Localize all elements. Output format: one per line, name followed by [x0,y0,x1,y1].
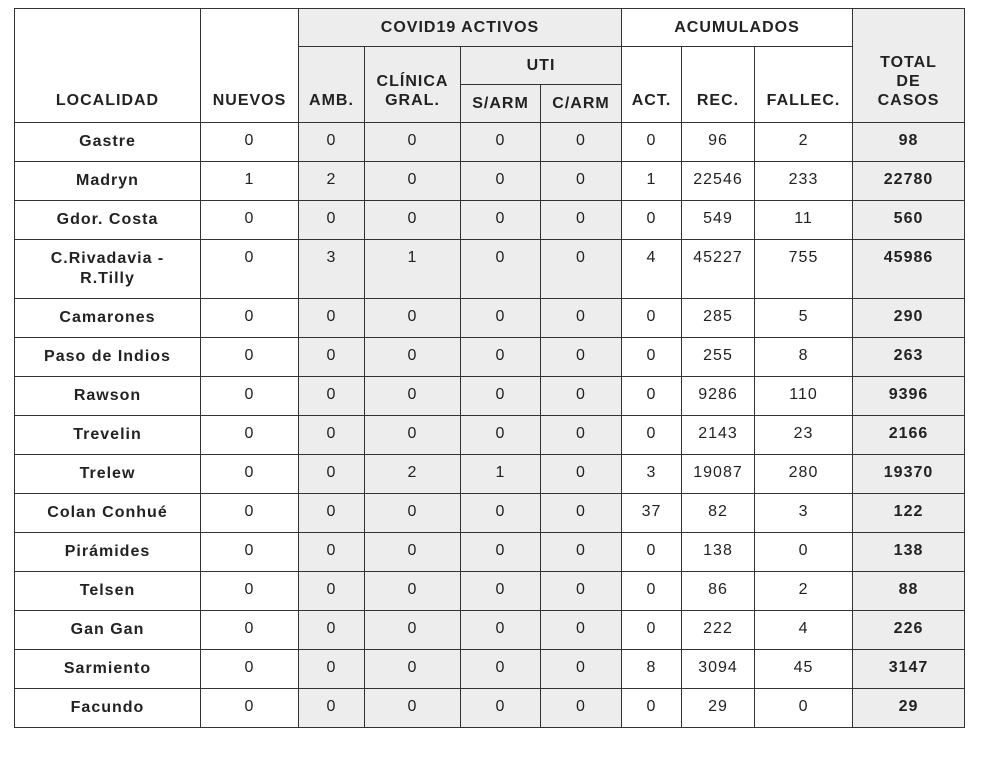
header-uti: UTI [461,47,622,85]
cell-clinica: 0 [365,533,461,572]
cell-s-arm: 0 [461,416,541,455]
cell-act: 0 [622,533,682,572]
cell-clinica: 0 [365,416,461,455]
table-row [15,455,965,494]
cell-clinica: 1 [365,240,461,299]
cell-nuevos: 0 [201,455,299,494]
cell-amb: 0 [299,377,365,416]
cell-amb: 0 [299,572,365,611]
cell-c-arm: 0 [541,123,622,162]
cell-nuevos: 0 [201,240,299,299]
cell-total: 19370 [853,455,965,494]
cell-c-arm: 0 [541,572,622,611]
cell-localidad: C.Rivadavia - R.Tilly [15,240,201,299]
cell-fallec: 45 [755,650,853,689]
cell-total: 263 [853,338,965,377]
cell-s-arm: 0 [461,377,541,416]
cell-c-arm: 0 [541,494,622,533]
cell-s-arm: 0 [461,338,541,377]
table-row [15,123,965,162]
header-c-arm: C/ARM [541,85,622,123]
cell-act: 0 [622,377,682,416]
header-act: ACT. [622,47,682,123]
cell-fallec: 755 [755,240,853,299]
header-total-label: TOTAL DE CASOS [877,54,940,109]
cell-c-arm: 0 [541,416,622,455]
cell-amb: 0 [299,494,365,533]
cell-nuevos: 0 [201,416,299,455]
cell-localidad: Gastre [15,123,201,162]
cell-fallec: 2 [755,572,853,611]
cell-localidad: Trelew [15,455,201,494]
cell-amb: 0 [299,338,365,377]
cell-rec: 96 [682,123,755,162]
cell-amb: 0 [299,123,365,162]
header-covid-activos: COVID19 ACTIVOS [299,9,622,47]
cell-fallec: 11 [755,201,853,240]
cell-localidad: Telsen [15,572,201,611]
cell-fallec: 110 [755,377,853,416]
cell-clinica: 0 [365,338,461,377]
cell-localidad: Sarmiento [15,650,201,689]
table-row [15,240,965,299]
cell-nuevos: 0 [201,611,299,650]
cell-fallec: 0 [755,689,853,728]
cell-amb: 3 [299,240,365,299]
cell-nuevos: 0 [201,572,299,611]
cell-localidad: Madryn [15,162,201,201]
cell-c-arm: 0 [541,533,622,572]
cell-s-arm: 0 [461,689,541,728]
cell-nuevos: 0 [201,338,299,377]
cell-rec: 86 [682,572,755,611]
header-localidad: LOCALIDAD [15,9,201,123]
cell-clinica: 0 [365,689,461,728]
cell-rec: 9286 [682,377,755,416]
cell-nuevos: 0 [201,650,299,689]
cell-total: 3147 [853,650,965,689]
table-body [15,123,965,728]
cell-act: 4 [622,240,682,299]
cell-clinica: 0 [365,611,461,650]
cell-rec: 3094 [682,650,755,689]
cell-s-arm: 0 [461,572,541,611]
cell-c-arm: 0 [541,650,622,689]
cell-act: 0 [622,123,682,162]
cell-nuevos: 0 [201,494,299,533]
cell-clinica: 0 [365,377,461,416]
cell-clinica: 0 [365,299,461,338]
cell-amb: 2 [299,162,365,201]
cell-rec: 29 [682,689,755,728]
cell-amb: 0 [299,689,365,728]
table-row [15,650,965,689]
cell-act: 0 [622,338,682,377]
table-header [15,9,965,123]
cell-act: 1 [622,162,682,201]
covid-cases-table [14,8,965,728]
cell-localidad: Rawson [15,377,201,416]
cell-clinica: 0 [365,572,461,611]
cell-amb: 0 [299,611,365,650]
header-clinica [365,47,461,123]
table-row [15,416,965,455]
cell-clinica: 0 [365,650,461,689]
cell-rec: 19087 [682,455,755,494]
cell-c-arm: 0 [541,299,622,338]
cell-c-arm: 0 [541,240,622,299]
table-row [15,689,965,728]
cell-fallec: 3 [755,494,853,533]
header-nuevos: NUEVOS [201,9,299,123]
cell-nuevos: 0 [201,201,299,240]
cell-c-arm: 0 [541,201,622,240]
cell-act: 37 [622,494,682,533]
cell-rec: 82 [682,494,755,533]
cell-rec: 222 [682,611,755,650]
cell-total: 226 [853,611,965,650]
table-wrapper [14,8,965,728]
cell-amb: 0 [299,416,365,455]
cell-act: 0 [622,572,682,611]
cell-s-arm: 0 [461,299,541,338]
cell-fallec: 8 [755,338,853,377]
cell-total: 98 [853,123,965,162]
cell-clinica: 0 [365,494,461,533]
header-s-arm: S/ARM [461,85,541,123]
cell-act: 0 [622,689,682,728]
table-row [15,299,965,338]
cell-total: 29 [853,689,965,728]
cell-s-arm: 0 [461,162,541,201]
cell-total: 290 [853,299,965,338]
cell-total: 122 [853,494,965,533]
cell-rec: 549 [682,201,755,240]
cell-fallec: 23 [755,416,853,455]
cell-fallec: 4 [755,611,853,650]
cell-total: 2166 [853,416,965,455]
table-row [15,533,965,572]
cell-rec: 2143 [682,416,755,455]
cell-clinica: 2 [365,455,461,494]
header-rec: REC. [682,47,755,123]
cell-rec: 285 [682,299,755,338]
cell-nuevos: 0 [201,689,299,728]
cell-act: 8 [622,650,682,689]
cell-clinica: 0 [365,201,461,240]
cell-nuevos: 0 [201,377,299,416]
table-row [15,162,965,201]
cell-fallec: 5 [755,299,853,338]
table-row [15,572,965,611]
cell-s-arm: 0 [461,201,541,240]
cell-c-arm: 0 [541,455,622,494]
header-fallec: FALLEC. [755,47,853,123]
cell-amb: 0 [299,455,365,494]
cell-fallec: 280 [755,455,853,494]
cell-localidad: Trevelin [15,416,201,455]
cell-nuevos: 0 [201,533,299,572]
cell-total: 45986 [853,240,965,299]
cell-act: 0 [622,299,682,338]
cell-total: 560 [853,201,965,240]
cell-c-arm: 0 [541,689,622,728]
cell-rec: 255 [682,338,755,377]
cell-localidad: Camarones [15,299,201,338]
cell-s-arm: 0 [461,494,541,533]
cell-rec: 22546 [682,162,755,201]
cell-s-arm: 0 [461,533,541,572]
cell-nuevos: 0 [201,299,299,338]
cell-fallec: 233 [755,162,853,201]
cell-clinica: 0 [365,123,461,162]
cell-act: 0 [622,416,682,455]
cell-amb: 0 [299,533,365,572]
cell-total: 88 [853,572,965,611]
cell-c-arm: 0 [541,377,622,416]
cell-c-arm: 0 [541,162,622,201]
cell-amb: 0 [299,299,365,338]
cell-total: 138 [853,533,965,572]
table-row [15,494,965,533]
cell-s-arm: 0 [461,240,541,299]
cell-rec: 45227 [682,240,755,299]
cell-localidad: Facundo [15,689,201,728]
table-row [15,377,965,416]
cell-nuevos: 0 [201,123,299,162]
header-total [853,9,965,123]
cell-act: 0 [622,201,682,240]
cell-s-arm: 0 [461,611,541,650]
cell-s-arm: 0 [461,123,541,162]
cell-fallec: 2 [755,123,853,162]
table-row [15,201,965,240]
cell-c-arm: 0 [541,338,622,377]
cell-rec: 138 [682,533,755,572]
cell-localidad: Gan Gan [15,611,201,650]
cell-clinica: 0 [365,162,461,201]
cell-amb: 0 [299,650,365,689]
cell-act: 3 [622,455,682,494]
cell-act: 0 [622,611,682,650]
cell-c-arm: 0 [541,611,622,650]
header-acumulados: ACUMULADOS [622,9,853,47]
cell-total: 22780 [853,162,965,201]
cell-localidad: Pirámides [15,533,201,572]
cell-localidad: Colan Conhué [15,494,201,533]
header-clinica-label: CLÍNICA GRAL. [376,73,449,109]
cell-s-arm: 1 [461,455,541,494]
cell-amb: 0 [299,201,365,240]
cell-localidad: Paso de Indios [15,338,201,377]
header-amb: AMB. [299,47,365,123]
cell-localidad: Gdor. Costa [15,201,201,240]
cell-fallec: 0 [755,533,853,572]
cell-s-arm: 0 [461,650,541,689]
table-row [15,338,965,377]
table-row [15,611,965,650]
cell-nuevos: 1 [201,162,299,201]
cell-total: 9396 [853,377,965,416]
